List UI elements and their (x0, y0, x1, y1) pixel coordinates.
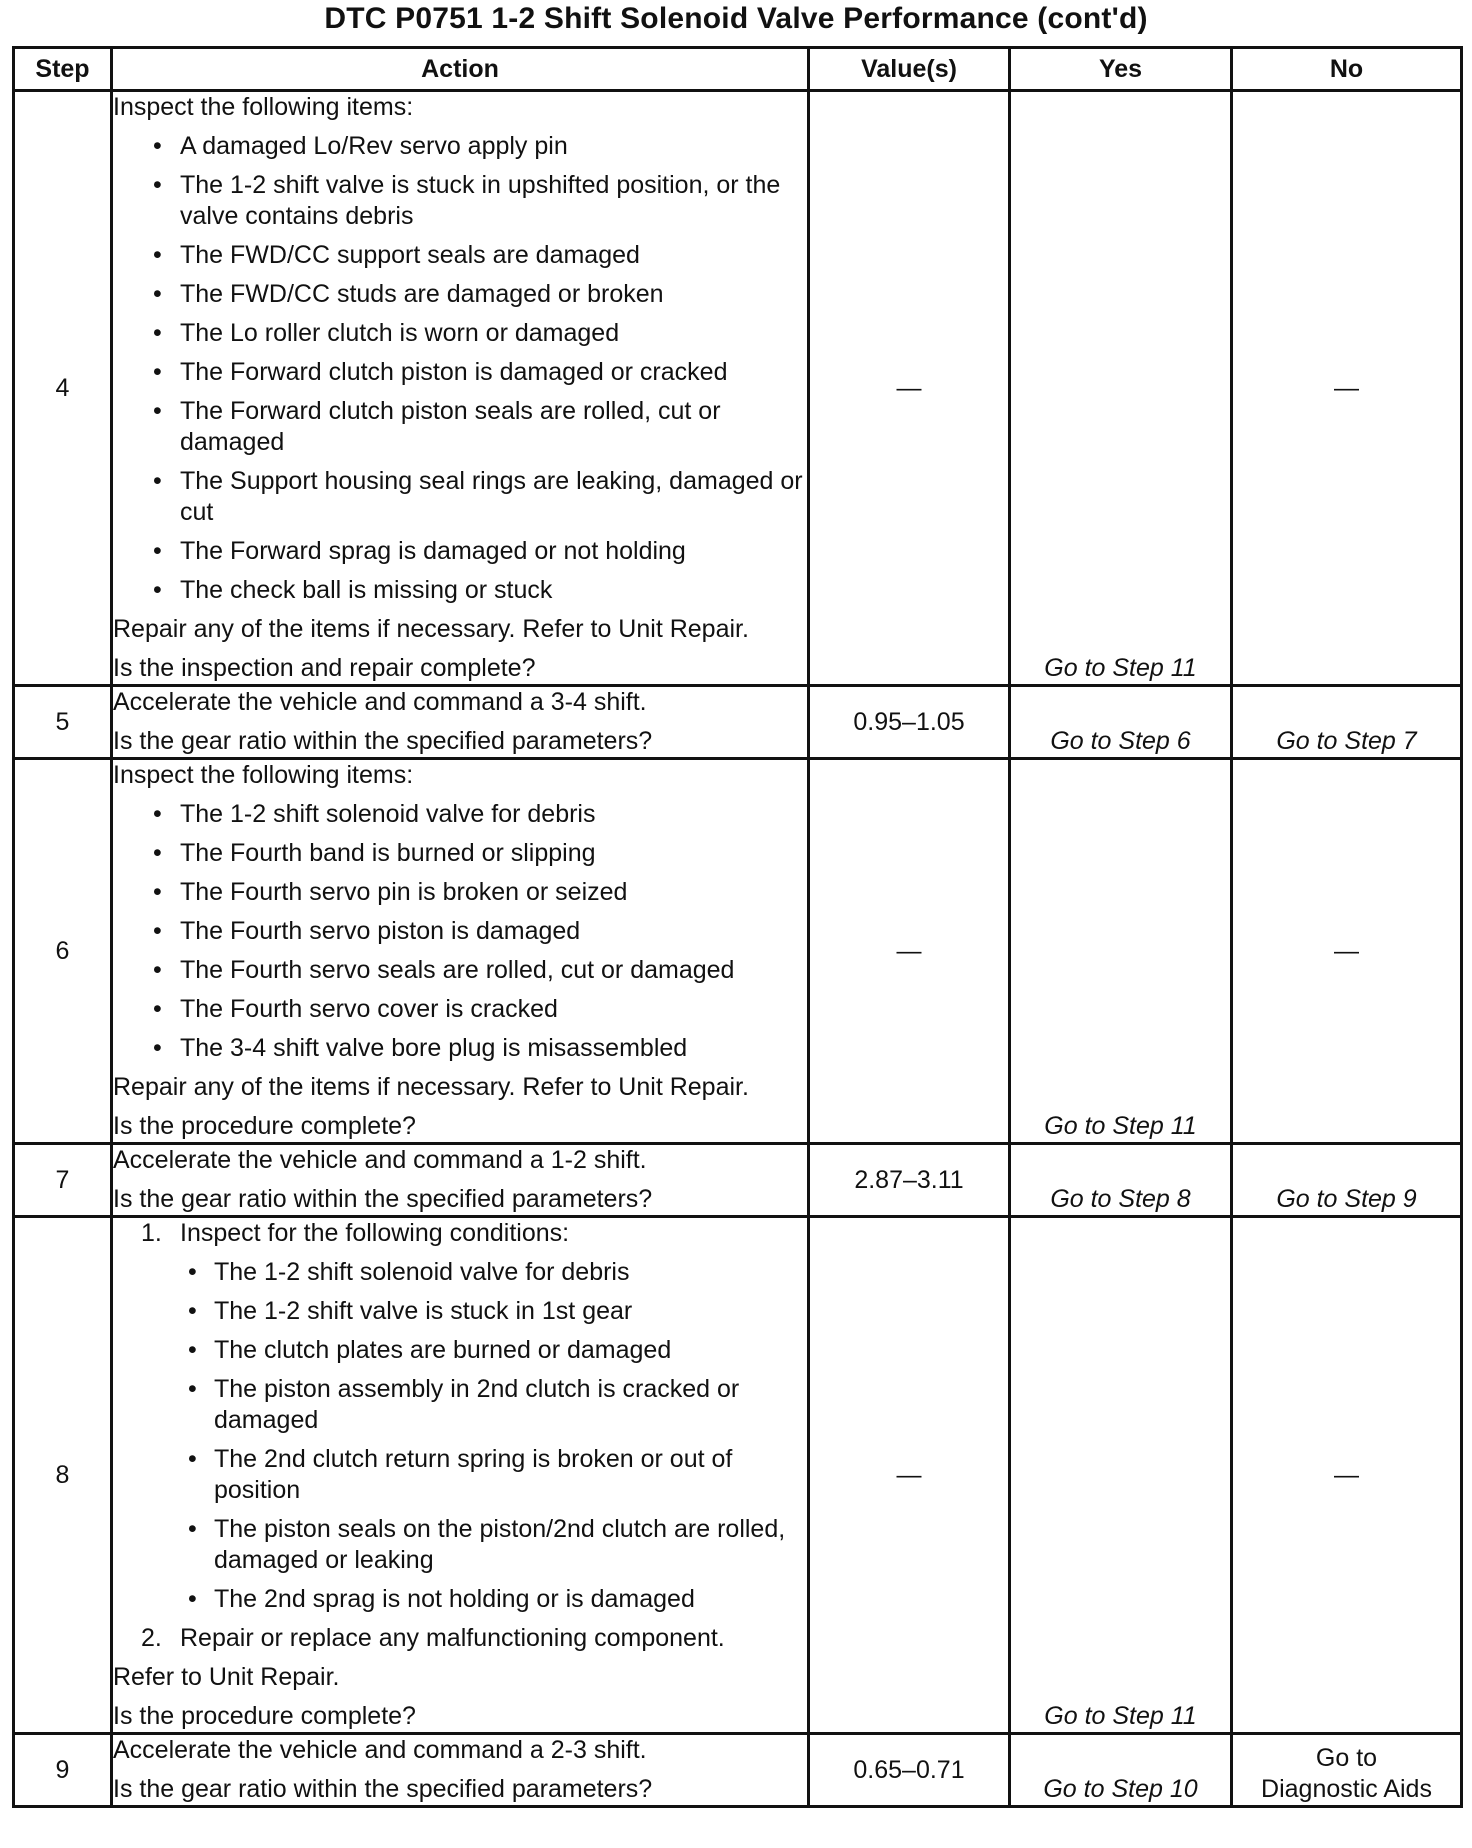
action-cell (112, 1217, 809, 1734)
bullet-icon: • (153, 358, 162, 386)
list-item: • The piston assembly in 2nd clutch is cracked or damaged (188, 1375, 740, 1434)
bullet-icon: • (153, 132, 162, 160)
list-item: • A damaged Lo/Rev servo apply pin (153, 132, 568, 160)
item-number: 1. (141, 1219, 162, 1247)
list-item: • The 1-2 shift valve is stuck in upshifted position, or the valve contains debris (153, 171, 781, 230)
list-item: • The piston seals on the piston/2nd clutch are rolled, damaged or leaking (188, 1515, 786, 1574)
bullet-icon: • (153, 956, 162, 984)
bullet-icon: • (153, 576, 162, 604)
bullet-icon: • (188, 1375, 197, 1403)
table-row (14, 1734, 1462, 1807)
list-item: • The 3-4 shift valve bore plug is misassembled (153, 1034, 688, 1062)
yes-cell: Go to Step 11 (1010, 91, 1232, 686)
bullet-icon: • (188, 1297, 197, 1325)
action-intro: Inspect the following items: (113, 761, 414, 789)
no-cell: Go to Step 9 (1232, 1144, 1462, 1217)
step-number: 9 (14, 1734, 112, 1807)
yes-cell: Go to Step 11 (1010, 1217, 1232, 1734)
bullet-icon: • (153, 241, 162, 269)
item-number: 2. (141, 1624, 162, 1652)
numbered-list (113, 1218, 807, 1654)
list-item: • The Fourth band is burned or slipping (153, 839, 596, 867)
list-item: • The Forward clutch piston seals are rolled, cut or damaged (153, 397, 721, 456)
list-item: • The Support housing seal rings are leaking, damaged or cut (153, 467, 803, 526)
no-cell: — (1232, 1217, 1462, 1734)
bullet-icon: • (153, 397, 162, 425)
action-cell (112, 759, 809, 1144)
bullet-icon: • (153, 1034, 162, 1062)
value-cell: 0.65–0.71 (809, 1734, 1010, 1807)
step-number: 6 (14, 759, 112, 1144)
yes-cell: Go to Step 8 (1010, 1144, 1232, 1217)
list-item: • The FWD/CC support seals are damaged (153, 241, 640, 269)
action-instruction: Accelerate the vehicle and command a 2-3 shift. (113, 1736, 647, 1764)
value-cell: — (809, 1217, 1010, 1734)
bullet-list (113, 131, 807, 606)
bullet-list (180, 1257, 807, 1615)
action-question: Is the inspection and repair complete? (113, 654, 536, 682)
page-title: DTC P0751 1-2 Shift Solenoid Valve Performance (cont'd) (324, 2, 1148, 35)
bullet-icon: • (188, 1258, 197, 1286)
action-question: Is the procedure complete? (113, 1112, 416, 1140)
action-outro: Repair any of the items if necessary. Refer to Unit Repair. (113, 1073, 749, 1101)
yes-cell: Go to Step 6 (1010, 686, 1232, 759)
step-number: 4 (14, 91, 112, 686)
action-cell (112, 91, 809, 686)
no-cell-line-2: Diagnostic Aids (1261, 1775, 1432, 1803)
list-item: • The 1-2 shift valve is stuck in 1st gear (188, 1297, 633, 1325)
bullet-icon: • (188, 1336, 197, 1364)
bullet-icon: • (153, 171, 162, 199)
bullet-icon: • (153, 995, 162, 1023)
no-cell-line-1: Go to (1315, 1744, 1378, 1772)
bullet-icon: • (188, 1515, 197, 1543)
table-row (14, 1144, 1462, 1217)
bullet-icon: • (153, 319, 162, 347)
header-step: Step (14, 48, 112, 91)
bullet-list (113, 799, 807, 1064)
list-item: • The clutch plates are burned or damaged (188, 1336, 672, 1364)
header-row (14, 48, 1462, 91)
list-item: • The 2nd clutch return spring is broken or out of position (188, 1445, 733, 1504)
no-cell: Go to Step 7 (1232, 686, 1462, 759)
step-number: 8 (14, 1217, 112, 1734)
action-instruction: Accelerate the vehicle and command a 3-4 shift. (113, 688, 647, 716)
header-yes: Yes (1010, 48, 1232, 91)
list-item: • The 2nd sprag is not holding or is damaged (188, 1585, 695, 1613)
bullet-icon: • (153, 800, 162, 828)
numbered-item (113, 1623, 807, 1654)
bullet-icon: • (153, 537, 162, 565)
no-cell (1232, 1734, 1462, 1807)
step-number: 7 (14, 1144, 112, 1217)
action-question: Is the procedure complete? (113, 1702, 416, 1730)
header-no: No (1232, 48, 1462, 91)
bullet-icon: • (188, 1585, 197, 1613)
step-number: 5 (14, 686, 112, 759)
list-item: • The Forward sprag is damaged or not holding (153, 537, 686, 565)
action-intro: Inspect the following items: (113, 93, 414, 121)
table-row (14, 1217, 1462, 1734)
bullet-icon: • (153, 917, 162, 945)
value-cell: — (809, 759, 1010, 1144)
action-question: Is the gear ratio within the specified parameters? (113, 1775, 653, 1803)
numbered-item-text: Repair or replace any malfunctioning component. (180, 1624, 725, 1652)
yes-cell: Go to Step 10 (1010, 1734, 1232, 1807)
value-cell: — (809, 91, 1010, 686)
table-row (14, 759, 1462, 1144)
list-item: • The 1-2 shift solenoid valve for debris (188, 1258, 630, 1286)
diagnostic-table (12, 46, 1463, 1808)
list-item: • The FWD/CC studs are damaged or broken (153, 280, 664, 308)
no-cell: — (1232, 91, 1462, 686)
value-cell: 2.87–3.11 (809, 1144, 1010, 1217)
bullet-icon: • (188, 1445, 197, 1473)
header-value: Value(s) (809, 48, 1010, 91)
list-item: • The Fourth servo pin is broken or seized (153, 878, 628, 906)
action-question: Is the gear ratio within the specified parameters? (113, 727, 653, 755)
action-question: Is the gear ratio within the specified parameters? (113, 1185, 653, 1213)
action-outro: Repair any of the items if necessary. Refer to Unit Repair. (113, 615, 749, 643)
bullet-icon: • (153, 467, 162, 495)
action-outro: Refer to Unit Repair. (113, 1663, 340, 1691)
list-item: • The 1-2 shift solenoid valve for debris (153, 800, 596, 828)
action-cell (112, 1144, 809, 1217)
no-cell: — (1232, 759, 1462, 1144)
bullet-icon: • (153, 878, 162, 906)
action-cell (112, 686, 809, 759)
list-item: • The Forward clutch piston is damaged or cracked (153, 358, 728, 386)
numbered-item (113, 1218, 807, 1615)
header-action: Action (112, 48, 809, 91)
list-item: • The Fourth servo cover is cracked (153, 995, 558, 1023)
action-instruction: Accelerate the vehicle and command a 1-2 shift. (113, 1146, 647, 1174)
list-item: • The check ball is missing or stuck (153, 576, 553, 604)
yes-cell: Go to Step 11 (1010, 759, 1232, 1144)
list-item: • The Fourth servo seals are rolled, cut or damaged (153, 956, 735, 984)
bullet-icon: • (153, 280, 162, 308)
list-item: • The Lo roller clutch is worn or damaged (153, 319, 620, 347)
value-cell: 0.95–1.05 (809, 686, 1010, 759)
list-item: • The Fourth servo piston is damaged (153, 917, 581, 945)
action-cell (112, 1734, 809, 1807)
table-row (14, 686, 1462, 759)
numbered-item-text: Inspect for the following conditions: (180, 1219, 570, 1247)
table-row (14, 91, 1462, 686)
bullet-icon: • (153, 839, 162, 867)
